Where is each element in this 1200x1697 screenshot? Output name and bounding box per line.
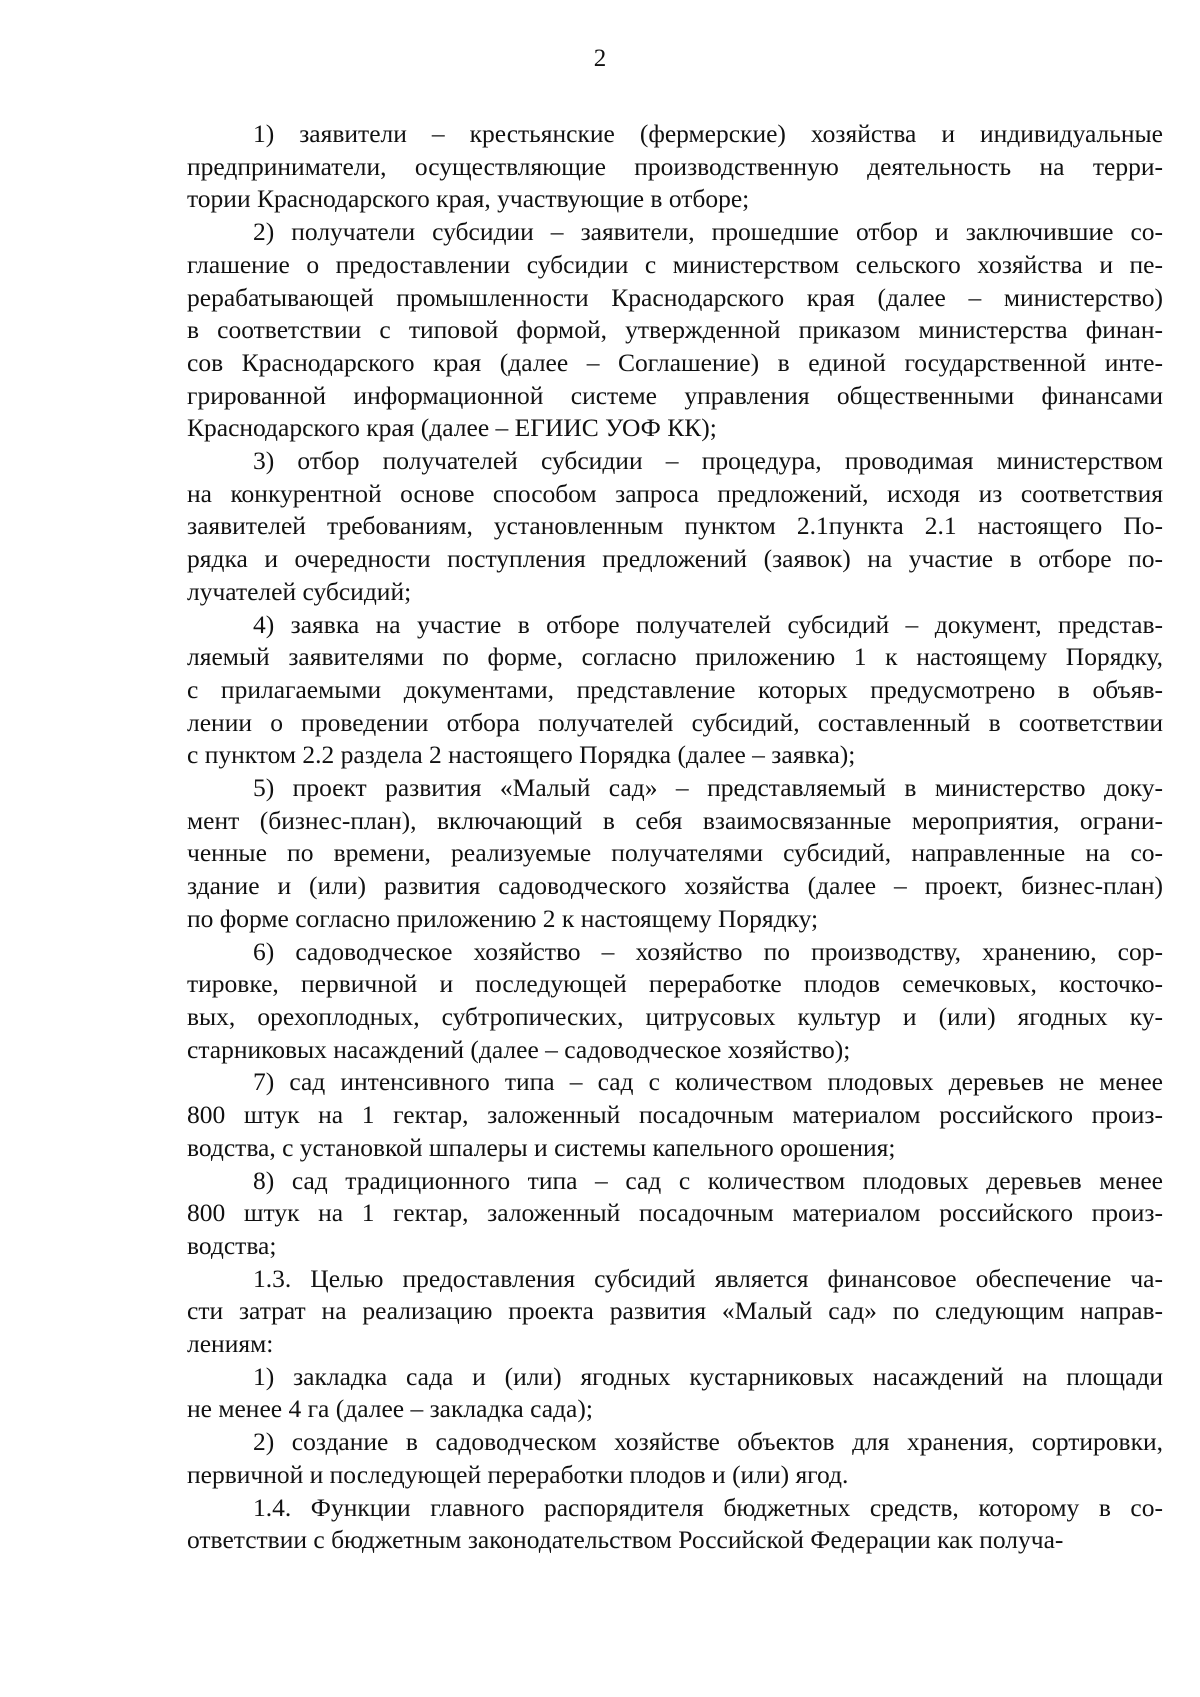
text-line: здание и (или) развития садоводческого хозяйства (далее – проект, бизнес-план) (187, 871, 1163, 901)
text-line: тировке, первичной и последующей переработке плодов семечковых, косточко- (187, 969, 1163, 999)
text-line: водства; (187, 1230, 277, 1260)
document-body (187, 118, 1163, 1557)
text-line: на конкурентной основе способом запроса предложений, исходя из соответствия (187, 478, 1163, 508)
text-line: старниковых насаждений (далее – садоводческое хозяйство); (187, 1034, 851, 1064)
text-line: лении о проведении отбора получателей субсидий, составленный в соответствии (187, 707, 1163, 737)
text-line: рядка и очередности поступления предложений (заявок) на участие в отборе по- (187, 544, 1163, 574)
paragraph (187, 936, 1163, 1067)
text-line: по форме согласно приложению 2 к настоящему Порядку; (187, 903, 819, 933)
text-line: 800 штук на 1 гектар, заложенный посадочным материалом российского произ- (187, 1198, 1163, 1228)
text-line: водства, с установкой шпалеры и системы капельного орошения; (187, 1132, 896, 1162)
text-line: 5) проект развития «Малый сад» – представляемый в министерство доку- (253, 773, 1163, 803)
text-line: 4) заявка на участие в отборе получателей субсидий – документ, представ- (253, 609, 1163, 639)
text-line: ченные по времени, реализуемые получателями субсидий, направленные на со- (187, 838, 1163, 868)
text-line: не менее 4 га (далее – закладка сада); (187, 1394, 593, 1424)
paragraph (187, 1426, 1163, 1491)
text-line: ответствии с бюджетным законодательством Российской Федерации как получа- (187, 1525, 1064, 1555)
text-line: 2) получатели субсидии – заявители, прошедшие отбор и заключившие со- (253, 217, 1163, 247)
text-line: 8) сад традиционного типа – сад с количеством плодовых деревьев менее (253, 1165, 1163, 1195)
text-line: в соответствии с типовой формой, утвержденной приказом министерства финан- (187, 315, 1163, 345)
text-line: предприниматели, осуществляющие производственную деятельность на терри- (187, 151, 1163, 181)
paragraph (187, 1492, 1163, 1557)
text-line: 1) закладка сада и (или) ягодных кустарниковых насаждений на площади (253, 1361, 1163, 1391)
text-line: лениям: (187, 1329, 274, 1359)
paragraph (187, 216, 1163, 445)
text-line: глашение о предоставлении субсидии с министерством сельского хозяйства и пе- (187, 249, 1163, 279)
paragraph (187, 1263, 1163, 1361)
text-line: 1) заявители – крестьянские (фермерские) хозяйства и индивидуальные (253, 119, 1163, 148)
text-line: лучателей субсидий; (187, 576, 412, 606)
text-line: 6) садоводческое хозяйство – хозяйство по производству, хранению, сор- (253, 936, 1163, 966)
text-line: 1.4. Функции главного распорядителя бюджетных средств, которому в со- (253, 1492, 1163, 1522)
text-line: сов Краснодарского края (далее – Соглашение) в единой государственной инте- (187, 347, 1163, 377)
text-line: с прилагаемыми документами, представление которых предусмотрено в объяв- (187, 674, 1163, 704)
text-line: первичной и последующей переработки плодов и (или) ягод. (187, 1459, 849, 1489)
text-line: 3) отбор получателей субсидии – процедура, проводимая министерством (253, 446, 1163, 476)
text-line: с пунктом 2.2 раздела 2 настоящего Порядка (далее – заявка); (187, 740, 856, 770)
text-line: заявителей требованиям, установленным пунктом 2.1пункта 2.1 настоящего По- (187, 511, 1163, 541)
page-number: 2 (593, 45, 607, 72)
text-line: 2) создание в садоводческом хозяйстве объектов для хранения, сортировки, (253, 1427, 1163, 1457)
text-line: 7) сад интенсивного типа – сад с количеством плодовых деревьев не менее (253, 1067, 1163, 1097)
paragraph (187, 118, 1163, 216)
text-line: 1.3. Целью предоставления субсидий является финансовое обеспечение ча- (253, 1263, 1163, 1293)
text-line: грированной информационной системе управления общественными финансами (187, 380, 1163, 410)
text-line: вых, орехоплодных, субтропических, цитрусовых культур и (или) ягодных ку- (187, 1001, 1163, 1031)
paragraph (187, 1165, 1163, 1263)
text-line: тории Краснодарского края, участвующие в отборе; (187, 184, 750, 214)
paragraph (187, 1066, 1163, 1164)
paragraph (187, 1361, 1163, 1426)
paragraph (187, 772, 1163, 936)
text-line: ляемый заявителями по форме, согласно приложению 1 к настоящему Порядку, (187, 642, 1163, 672)
text-line: сти затрат на реализацию проекта развития «Малый сад» по следующим направ- (187, 1296, 1163, 1326)
text-line: Краснодарского края (далее – ЕГИИС УОФ КК); (187, 413, 717, 443)
text-line: 800 штук на 1 гектар, заложенный посадочным материалом российского произ- (187, 1100, 1163, 1130)
paragraph (187, 609, 1163, 773)
text-line: мент (бизнес-план), включающий в себя взаимосвязанные мероприятия, ограни- (187, 805, 1163, 835)
text-line: рерабатывающей промышленности Краснодарского края (далее – министерство) (187, 282, 1163, 312)
paragraph (187, 445, 1163, 609)
